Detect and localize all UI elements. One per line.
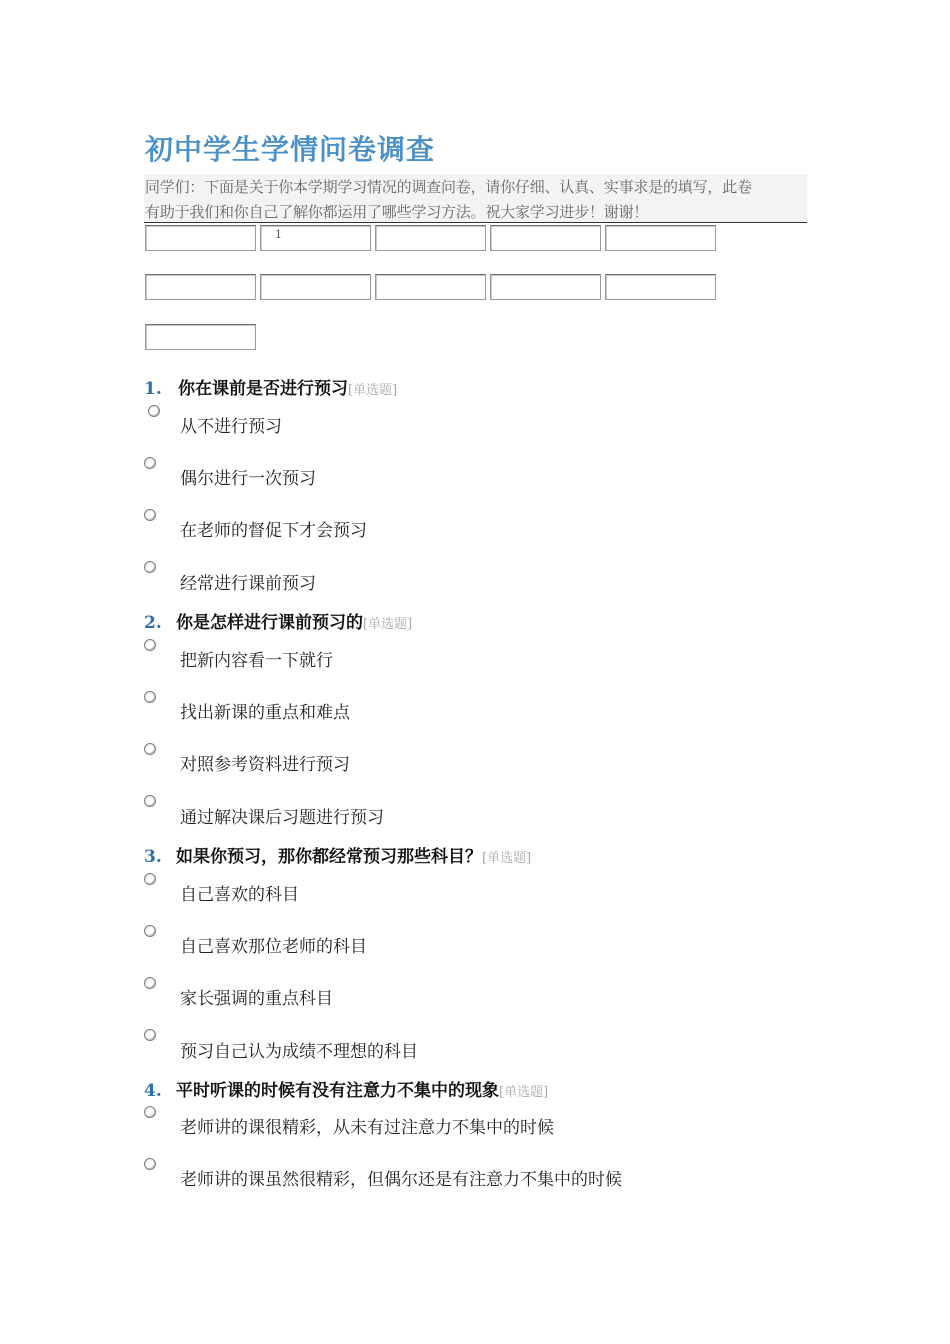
- q2-option-1-radio[interactable]: [144, 639, 156, 651]
- q1-option-2-radio[interactable]: [144, 457, 156, 469]
- info-field-2-3[interactable]: [375, 274, 486, 300]
- q4-option-2-radio[interactable]: [144, 1158, 156, 1170]
- q1-option-3-radio[interactable]: [144, 509, 156, 521]
- q3-option-4-label[interactable]: 预习自己认为成绩不理想的科目: [180, 1042, 418, 1062]
- question-3: [144, 842, 531, 867]
- q1-option-1-label[interactable]: 从不进行预习: [180, 417, 282, 437]
- question-1: [144, 374, 397, 399]
- info-field-1-5[interactable]: [605, 225, 716, 251]
- question-number: 2.: [144, 613, 162, 633]
- q3-option-2-radio[interactable]: [144, 925, 156, 937]
- question-text: 你在课前是否进行预习: [178, 379, 348, 399]
- info-field-2-5[interactable]: [605, 274, 716, 300]
- question-text: 你是怎样进行课前预习的: [176, 613, 363, 633]
- q2-option-3-radio[interactable]: [144, 743, 156, 755]
- question-4: [144, 1076, 548, 1101]
- intro-line-2: 有助于我们和你自己了解你都运用了哪些学习方法。祝大家学习进步！谢谢！: [145, 203, 649, 221]
- q3-option-4-radio[interactable]: [144, 1029, 156, 1041]
- q2-option-3-label[interactable]: 对照参考资料进行预习: [180, 755, 350, 775]
- q4-option-1-radio[interactable]: [144, 1106, 156, 1118]
- q1-option-4-radio[interactable]: [144, 561, 156, 573]
- q2-option-2-radio[interactable]: [144, 691, 156, 703]
- info-field-1-3[interactable]: [375, 225, 486, 251]
- q1-option-3-label[interactable]: 在老师的督促下才会预习: [180, 521, 367, 541]
- info-field-2-1[interactable]: [145, 274, 256, 300]
- q3-option-1-radio[interactable]: [144, 873, 156, 885]
- q3-option-1-label[interactable]: 自己喜欢的科目: [180, 885, 299, 905]
- info-field-2-4[interactable]: [490, 274, 601, 300]
- q3-option-2-label[interactable]: 自己喜欢那位老师的科目: [180, 937, 367, 957]
- q4-option-1-label[interactable]: 老师讲的课很精彩，从未有过注意力不集中的时候: [180, 1118, 554, 1138]
- q2-option-4-radio[interactable]: [144, 795, 156, 807]
- info-field-2-2[interactable]: [260, 274, 371, 300]
- question-2: [144, 608, 412, 633]
- q3-option-3-label[interactable]: 家长强调的重点科目: [180, 989, 333, 1009]
- question-number: 4.: [144, 1081, 162, 1101]
- q2-option-1-label[interactable]: 把新内容看一下就行: [180, 651, 333, 671]
- info-field-3-1[interactable]: [145, 324, 256, 350]
- question-number: 3.: [144, 847, 162, 867]
- q1-option-4-label[interactable]: 经常进行课前预习: [180, 574, 316, 594]
- question-type-tag: [单选题]: [363, 617, 413, 632]
- info-field-1-2[interactable]: 1: [260, 225, 371, 251]
- survey-intro: [144, 174, 807, 223]
- question-type-tag: [单选题]: [482, 851, 532, 866]
- q2-option-4-label[interactable]: 通过解决课后习题进行预习: [180, 808, 384, 828]
- question-text: 如果你预习，那你都经常预习那些科目？: [176, 847, 482, 867]
- q1-option-1-radio[interactable]: [148, 405, 160, 417]
- q2-option-2-label[interactable]: 找出新课的重点和难点: [180, 703, 350, 723]
- question-type-tag: [单选题]: [499, 1085, 549, 1100]
- question-number: 1.: [144, 379, 162, 399]
- q4-option-2-label[interactable]: 老师讲的课虽然很精彩，但偶尔还是有注意力不集中的时候: [180, 1170, 622, 1190]
- question-text: 平时听课的时候有没有注意力不集中的现象: [176, 1081, 499, 1101]
- q3-option-3-radio[interactable]: [144, 977, 156, 989]
- info-field-1-1[interactable]: [145, 225, 256, 251]
- question-type-tag: [单选题]: [348, 383, 398, 398]
- survey-title: 初中学生学情问卷调查: [145, 133, 436, 166]
- q1-option-2-label[interactable]: 偶尔进行一次预习: [180, 469, 316, 489]
- info-field-1-4[interactable]: [490, 225, 601, 251]
- intro-line-1: 同学们：下面是关于你本学期学习情况的调查问卷，请你仔细、认真、实事求是的填写，此卷: [145, 178, 752, 196]
